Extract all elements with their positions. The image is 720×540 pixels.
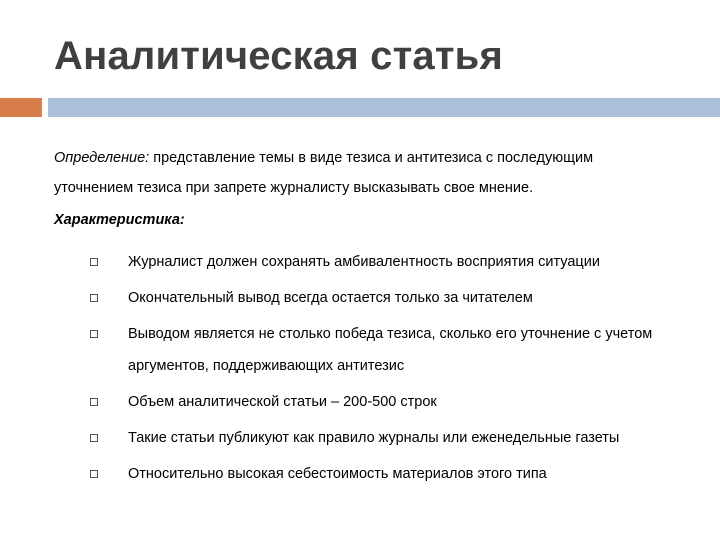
- characteristic-heading: Характеристика:: [54, 212, 185, 228]
- list-item: [90, 458, 700, 490]
- list-item-text: Относительно высокая себестоимость материалов этого типа: [128, 466, 547, 482]
- definition-line-2: уточнением тезиса при запрете журналисту высказывать свое мнение.: [54, 180, 534, 196]
- square-bullet-icon: [90, 258, 98, 266]
- title-rule-bar: [48, 98, 720, 117]
- list-item-text: Выводом является не столько победа тезиса, сколько его уточнение с учетом аргументов, поддерживающих антитезис: [128, 326, 653, 374]
- list-item-text: Объем аналитической статьи – 200-500 строк: [128, 394, 437, 410]
- slide-title: Аналитическая статья: [54, 34, 503, 78]
- definition-line-1: [54, 142, 593, 174]
- list-item: [90, 246, 700, 278]
- list-item: [90, 282, 700, 314]
- square-bullet-icon: [90, 294, 98, 302]
- square-bullet-icon: [90, 434, 98, 442]
- definition-label: Определение:: [54, 150, 150, 166]
- list-item: [90, 422, 700, 454]
- square-bullet-icon: [90, 398, 98, 406]
- title-rule-accent: [0, 98, 42, 117]
- list-item-text: Журналист должен сохранять амбивалентность восприятия ситуации: [128, 254, 600, 270]
- square-bullet-icon: [90, 470, 98, 478]
- list-item: [90, 386, 700, 418]
- square-bullet-icon: [90, 330, 98, 338]
- list-item-text: Окончательный вывод всегда остается только за читателем: [128, 290, 533, 306]
- list-item: [90, 318, 700, 382]
- list-item-text: Такие статьи публикуют как правило журналы или еженедельные газеты: [128, 430, 620, 446]
- characteristic-list: [90, 246, 700, 494]
- definition-text-1: представление темы в виде тезиса и антитезиса с последующим: [149, 150, 594, 166]
